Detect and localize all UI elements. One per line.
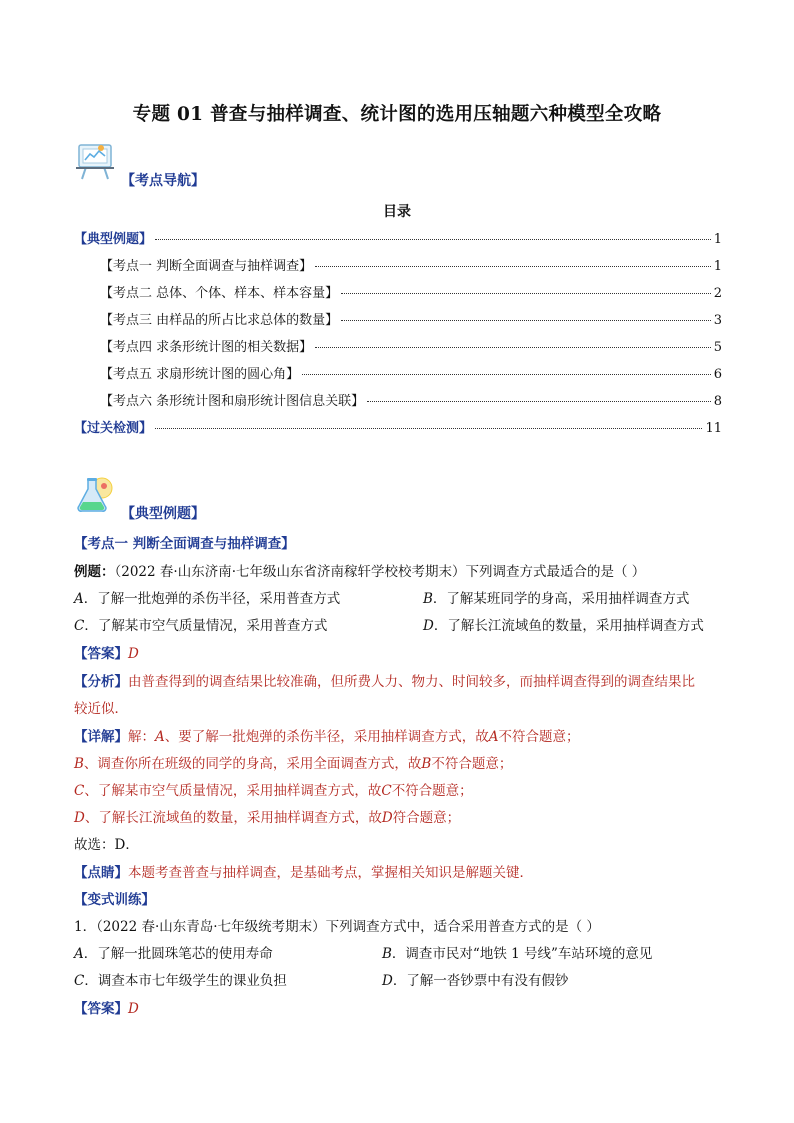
option-b [423,587,689,607]
detail-text: 、要了解一批炮弹的杀伤半径，采用抽样调查方式，故 [164,729,489,745]
toc-entry[interactable] [100,282,722,302]
answer-value: D [128,646,139,662]
toc-entry-page: 2 [713,286,722,301]
detail-end: 不符合题意； [431,756,513,772]
toc-entry[interactable] [100,363,722,383]
option-text: ．了解长江流域鱼的数量，采用抽样调查方式 [433,618,704,634]
detail-end: 不符合题意； [391,783,473,799]
toc-entry-page: 6 [713,367,722,382]
toc-entry-page: 3 [713,313,722,328]
detail-letter: C [74,783,85,799]
toc-entry-label: 【考点二 总体、个体、样本、样本容量】 [100,286,339,301]
variant-answer [74,997,139,1017]
option-letter: B [382,946,392,962]
analysis-tag: 【分析】 [74,674,128,690]
detail-line [74,779,473,799]
detail-text: 、调查你所在班级的同学的身高，采用全面调查方式，故 [83,756,422,772]
variant-option-d [382,969,568,989]
toc-entry[interactable] [100,390,722,410]
detail-line [74,752,512,772]
detail-text: 、了解某市空气质量情况，采用抽样调查方式，故 [84,783,382,799]
option-letter: A [74,946,84,962]
detail-letter: D [381,810,393,826]
comment-tag: 【点睛】 [74,865,128,881]
detail-letter: B [74,756,84,772]
detail-text: 、了解长江流域鱼的数量，采用抽样调查方式，故 [84,810,382,826]
nav-heading-label: 【考点导航】 [121,173,205,189]
example-stem [74,560,645,580]
option-text: ．调查市民对“地铁 1 号线”车站环境的意见 [391,946,653,962]
option-c [74,614,327,634]
variant-heading: 【变式训练】 [74,892,155,908]
toc-entry-page: 8 [713,394,722,409]
toc-entry-label: 【典型例题】 [74,232,153,247]
variant-stem: 1．（2022 春·山东青岛·七年级统考期末）下列调查方式中，适合采用普查方式的是（ ） [74,919,600,935]
toc-leader [315,266,711,267]
answer-tag: 【答案】 [74,1001,128,1017]
point1-heading: 【考点一 判断全面调查与抽样调查】 [74,536,295,552]
toc-entry[interactable] [74,228,722,248]
example-answer [74,642,139,662]
whiteboard-icon [74,142,118,182]
toc-title: 目录 [383,204,411,220]
detail-letter: C [381,783,392,799]
toc-entry-label: 【考点六 条形统计图和扇形统计图信息关联】 [100,394,365,409]
example-stem-text: （2022 春·山东济南·七年级山东省济南稼轩学校校考期末）下列调查方式最适合的是（ ） [114,564,646,580]
option-letter: C [74,618,85,634]
toc-leader [367,401,711,402]
toc-leader [341,320,711,321]
analysis-text-cont: 较近似． [74,701,128,717]
option-d [423,614,704,634]
toc-leader [315,347,711,348]
example-analysis [74,670,695,690]
detail-end: 不符合题意； [498,729,580,745]
toc-entry-label: 【考点三 由样品的所占比求总体的数量】 [100,313,339,328]
variant-option-b [382,942,652,962]
conclusion: 故选：D． [74,837,139,853]
toc-leader [341,293,711,294]
option-letter: C [74,973,85,989]
option-letter: B [423,591,433,607]
toc-entry[interactable] [100,255,722,275]
toc-leader [155,239,711,240]
option-text: ．了解某班同学的身高，采用抽样调查方式 [432,591,690,607]
typical-heading-label: 【典型例题】 [121,506,205,522]
nav-section-heading [74,142,474,189]
option-text: ．调查本市七年级学生的课业负担 [84,973,287,989]
toc-entry-page: 1 [713,232,722,247]
option-letter: D [382,973,393,989]
detail-line [74,806,460,826]
example-comment [74,861,533,881]
toc-entry[interactable] [74,417,722,437]
option-text: ．了解一沓钞票中有没有假钞 [392,973,569,989]
toc-entry-page: 1 [713,259,722,274]
detail-letter: B [421,756,432,772]
option-text: ．了解一批炮弹的杀伤半径，采用普查方式 [83,591,341,607]
analysis-text: 由普查得到的调查结果比较准确，但所费人力、物力、时间较多，而抽样调查得到的调查结果比 [128,674,695,690]
option-text: ．了解某市空气质量情况，采用普查方式 [84,618,328,634]
toc-entry-page: 11 [705,421,722,436]
toc-leader [302,374,711,375]
option-a [74,587,340,607]
toc-entry-page: 5 [713,340,722,355]
toc-entry[interactable] [100,309,722,329]
toc-entry-label: 【考点五 求扇形统计图的圆心角】 [100,367,300,382]
answer-value: D [128,1001,139,1017]
variant-option-c [74,969,287,989]
typical-section-heading [74,476,474,522]
detail-letter: D [74,810,85,826]
detail-letter: A [488,729,499,745]
example-prefix: 例题： [74,564,115,580]
toc-entry[interactable] [100,336,722,356]
detail-end: 符合题意； [392,810,461,826]
variant-option-a [74,942,273,962]
toc-entry-label: 【考点四 求条形统计图的相关数据】 [100,340,313,355]
toc-leader [155,428,702,429]
option-text: ．了解一批圆珠笔芯的使用寿命 [83,946,273,962]
detail-pre: 解： [128,729,155,745]
toc-entry-label: 【考点一 判断全面调查与抽样调查】 [100,259,313,274]
detail-tag: 【详解】 [74,729,128,745]
option-letter: D [423,618,434,634]
page-title: 专题 01 普查与抽样调查、统计图的选用压轴题六种模型全攻略 [132,104,662,125]
toc-entry-label: 【过关检测】 [74,421,153,436]
comment-text: 本题考查普查与抽样调查，是基础考点，掌握相关知识是解题关键． [128,865,533,881]
option-letter: A [74,591,84,607]
flask-icon [74,476,118,516]
detail-line [74,725,580,745]
answer-tag: 【答案】 [74,646,128,662]
detail-letter: A [155,729,165,745]
